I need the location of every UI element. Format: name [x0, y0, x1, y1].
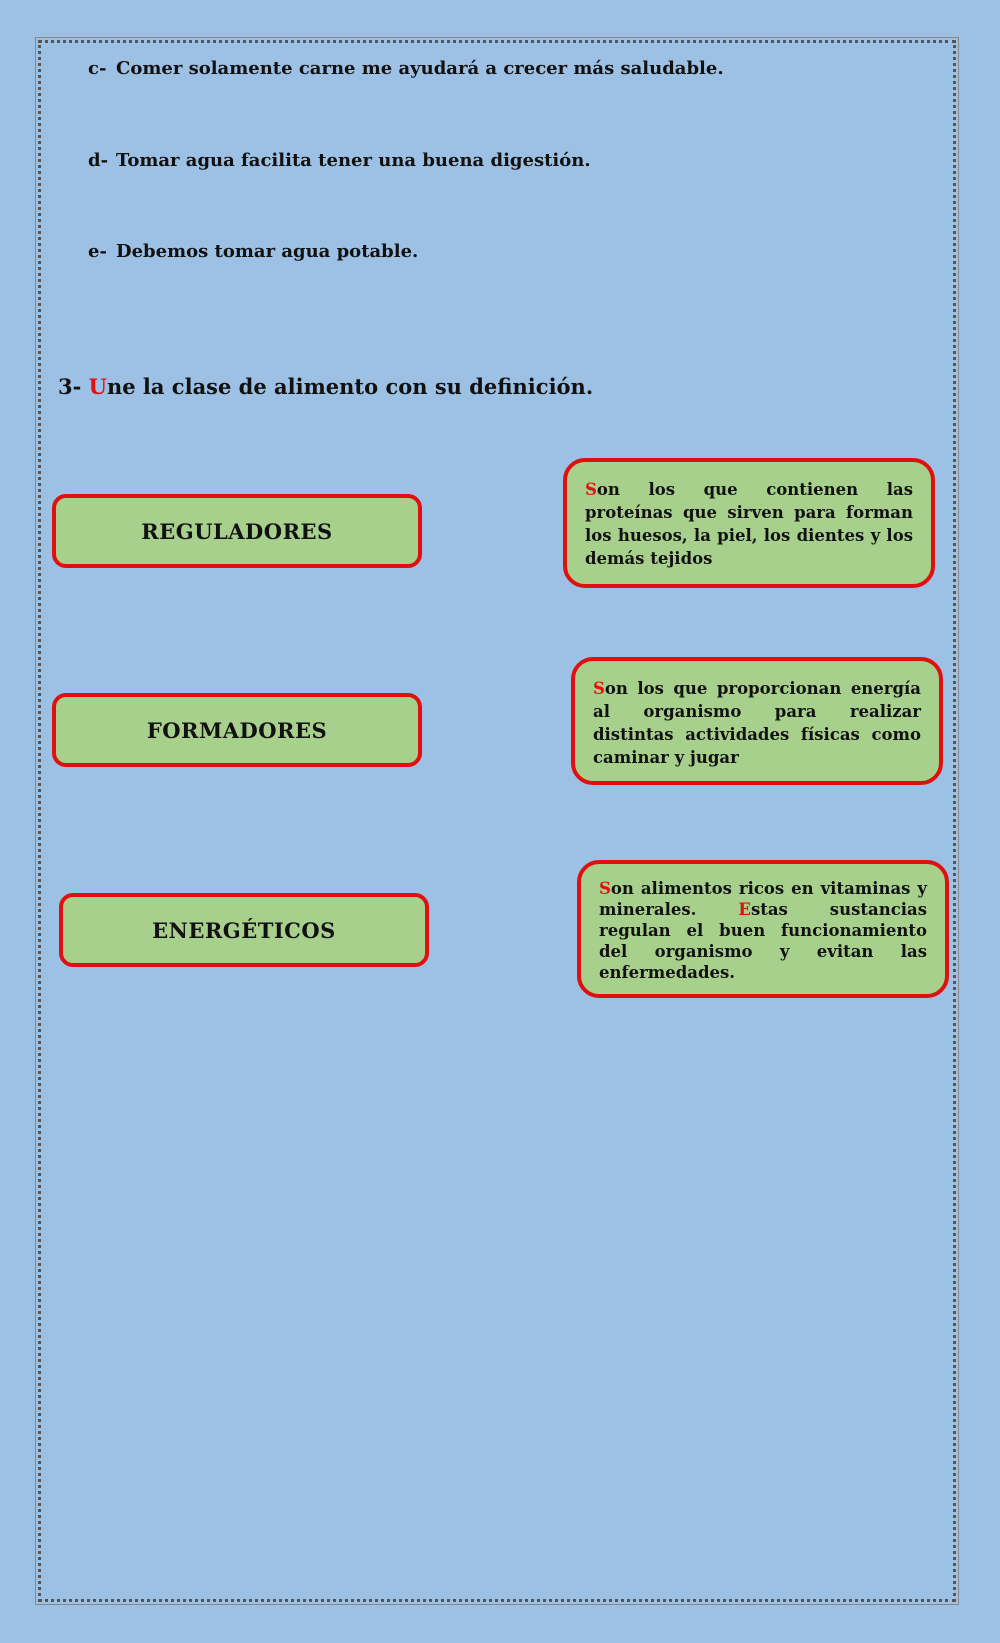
statement-c [88, 58, 724, 79]
definition-first-letter: S [593, 679, 605, 698]
statement-e [88, 241, 418, 262]
definition-text: on los que proporcionan energía al organismo para realizar distintas actividades físicas como caminar y jugar [593, 679, 921, 767]
statement-letter: c- [88, 58, 107, 79]
statement-text: Tomar agua facilita tener una buena digestión. [116, 150, 591, 171]
statement-text: Debemos tomar agua potable. [116, 241, 419, 262]
section-title [58, 374, 593, 399]
section-number: 3- [58, 374, 82, 399]
statement-text: Comer solamente carne me ayudará a crecer más saludable. [116, 58, 724, 79]
category-reguladores[interactable] [52, 494, 422, 568]
definition-energeticos[interactable] [571, 657, 943, 785]
statement-letter: e- [88, 241, 107, 262]
category-formadores[interactable] [52, 693, 422, 767]
definition-reguladores[interactable] [577, 860, 949, 998]
definition-text: on los que contienen las proteínas que sirven para forman los huesos, la piel, los dientes y los demás tejidos [585, 480, 913, 568]
page-border [38, 40, 956, 1602]
category-energeticos[interactable] [59, 893, 429, 967]
definition-first-letter: S [599, 879, 611, 898]
section-first-letter: U [88, 374, 107, 399]
definition-first-letter: S [585, 480, 597, 499]
category-label: REGULADORES [141, 518, 333, 544]
definition-text-part1: on alimentos ricos en vitaminas y minerales. [599, 879, 927, 919]
statement-d [88, 150, 591, 171]
category-label: ENERGÉTICOS [152, 917, 336, 943]
section-title-text: ne la clase de alimento con su definición. [106, 374, 594, 399]
definition-formadores[interactable] [563, 458, 935, 588]
statement-letter: d- [88, 150, 109, 171]
definition-text-part2: stas sustancias regulan el buen funcionamiento del organismo y evitan las enfermedades. [599, 900, 927, 982]
category-label: FORMADORES [146, 717, 328, 743]
definition-second-letter: E [738, 900, 751, 919]
